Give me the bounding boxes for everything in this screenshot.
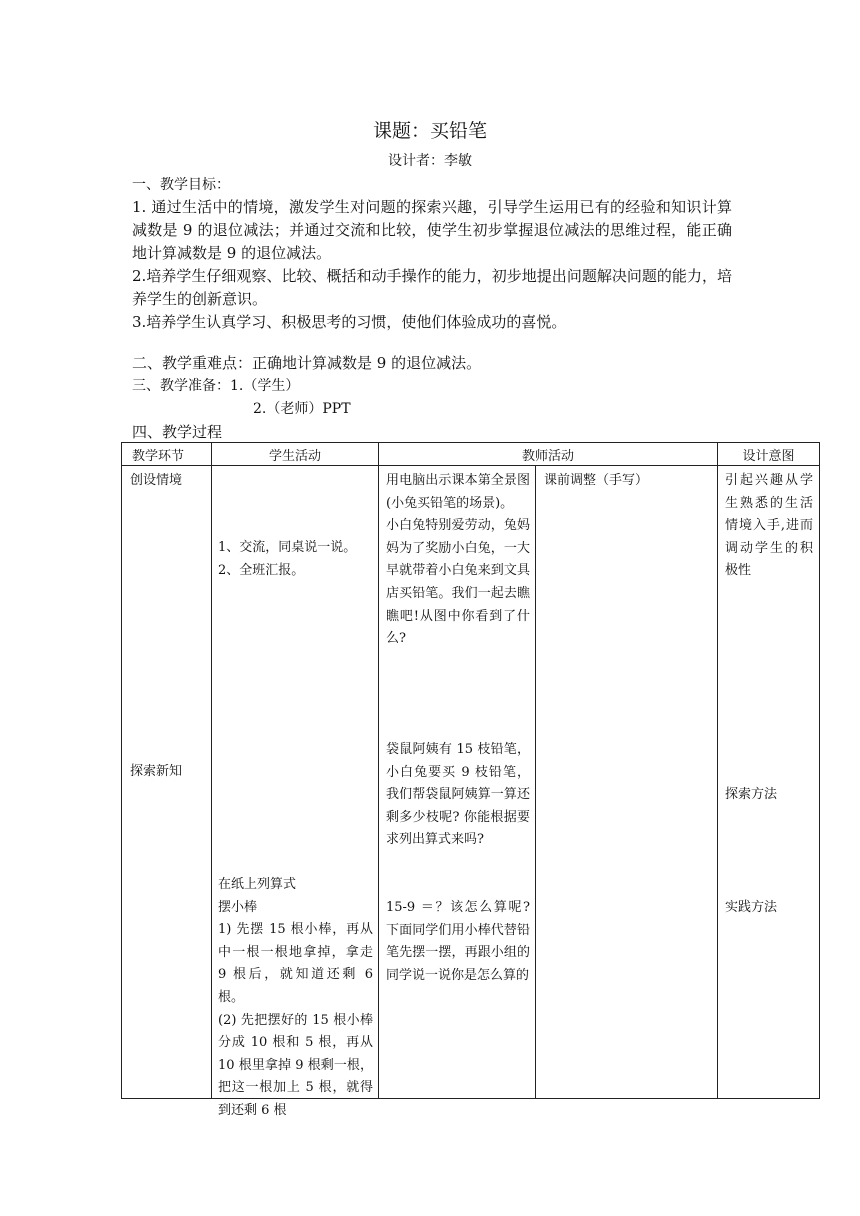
table-header-row bbox=[122, 443, 820, 466]
student-activity-block-2: 在纸上列算式 摆小棒 1) 先摆 15 根小棒，再从中一根一根地拿掉，拿走 9 根后，就知道还剩 6 根。 (2) 先把摆好的 15 根小棒分成 10 根和 5 根，再从 10 根里拿掉 9 根剩一根，把这一根加上 5 根，就得到还剩 6 根 bbox=[218, 877, 373, 1118]
teacher-activity-block-3: 15-9 ＝？该怎么算呢?下面同学们用小棒代替铅笔先摆一摆，再跟小组的同学说一说你是怎么算的 bbox=[386, 900, 530, 983]
student-activity-block-1: 1、交流，同桌说一说。 2、全班汇报。 bbox=[218, 540, 357, 578]
teacher-activity-cell bbox=[379, 466, 536, 1099]
lesson-process-table bbox=[121, 442, 820, 1118]
stage-label-2: 探索新知 bbox=[130, 764, 183, 779]
adjustment-cell bbox=[536, 466, 718, 1099]
goal-item-3: 3.培养学生认真学习、积极思考的习惯，使他们体验成功的喜悦。 bbox=[132, 313, 567, 331]
goal-item-1: 1. 通过生活中的情境，激发学生对问题的探索兴趣，引导学生运用已有的经验和知识计算减数是 9 的退位减法；并通过交流和比较，使学生初步掌握退位减法的思维过程，能正确地计算减数是 9 的退位减法。 bbox=[132, 198, 732, 262]
table-row bbox=[122, 466, 820, 1099]
adjustment-note: 课前调整（手写） bbox=[544, 473, 649, 488]
header-intent: 设计意图 bbox=[718, 443, 820, 466]
teacher-activity-block-2: 袋鼠阿姨有 15 枝铅笔，小白兔要买 9 枝铅笔，我们帮袋鼠阿姨算一算还剩多少枝呢? 你能根据要求列出算式来吗? bbox=[386, 742, 530, 848]
section-goals-heading: 一、教学目标： bbox=[132, 177, 230, 193]
design-intent-cell bbox=[718, 466, 820, 1099]
intent-block-1: 引起兴趣从学生熟悉的生活情境入手,进而调动学生的积极性 bbox=[725, 473, 814, 579]
stage-cell bbox=[122, 466, 212, 1099]
goal-item-2: 2.培养学生仔细观察、比较、概括和动手操作的能力，初步地提出问题解决问题的能力，培养学生的创新意识。 bbox=[132, 267, 732, 308]
teacher-activity-block-1: 用电脑出示课本第全景图(小兔买铅笔的场景)。 小白兔特别爱劳动，兔妈妈为了奖励小白兔，一大早就带着小白兔来到文具店买铅笔。我们一起去瞧瞧吧!从图中你看到了什么? bbox=[386, 473, 530, 647]
section-preparation: 三、教学准备：1.（学生） bbox=[132, 378, 300, 394]
designer-line: 设计者：李敏 bbox=[388, 153, 472, 169]
preparation-teacher: 2.（老师）PPT bbox=[253, 401, 351, 417]
header-teacher: 教师活动 bbox=[379, 443, 718, 466]
stage-label-1: 创设情境 bbox=[130, 473, 183, 488]
header-student: 学生活动 bbox=[212, 443, 379, 466]
header-stage: 教学环节 bbox=[122, 443, 212, 466]
intent-block-3: 实践方法 bbox=[725, 900, 778, 915]
section-process-heading: 四、教学过程 bbox=[132, 423, 223, 441]
student-activity-cell bbox=[212, 466, 379, 1118]
page-title: 课题：买铅笔 bbox=[372, 120, 487, 142]
section-key-points: 二、教学重难点：正确地计算减数是 9 的退位减法。 bbox=[132, 354, 482, 372]
intent-block-2: 探索方法 bbox=[725, 787, 778, 802]
